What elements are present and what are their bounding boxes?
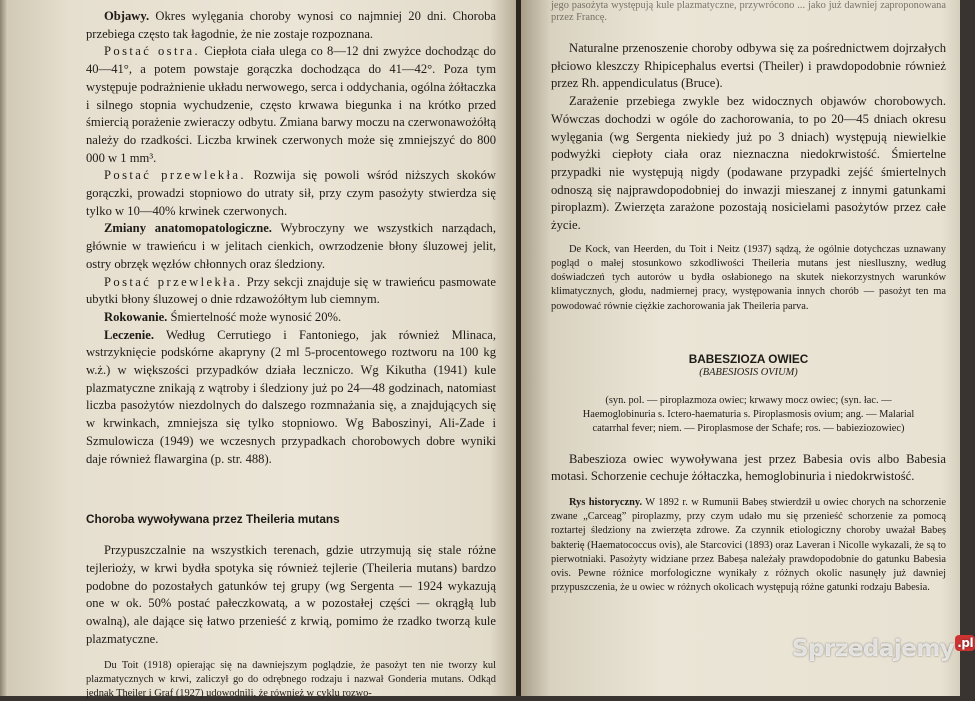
watermark-badge: .pl (955, 635, 975, 651)
postac-przewlekla-paragraph (86, 167, 496, 220)
zmiany-paragraph (86, 220, 496, 273)
right-footnote: De Kock, van Heerden, du Toit i Neitz (1937) sądzą, że ogólnie dotychczas uznawany pogląd o małej stosunkowo szkodliwości Theileria mutans jest nieslluszny, według doświadczeń tych autorów u bydła osłabionego na skutek niekorzystnych warunków klimatycznych, głodu, nadmiernej pracy, występowania innych chorób — pasożyt ten ma powodować równie ciężkie zachorowania jak Theileria parva. (551, 243, 946, 314)
definition-paragraph: Babeszioza owiec wywoływana jest przez Babesia ovis albo Babesia motasi. Schorzenie cechuje żółtaczka, hemoglobinuria i niedokrwistość. (551, 451, 946, 486)
babesiosis-title: BABESZIOZA OWIEC (551, 352, 946, 366)
postac-ostra-text: Ciepłota ciała ulega co 8—12 dni zwyżce dochodząc do 40—41°, a potem powstaje gorączka dochodząca do 41—42°. Poza tym występuje podrażnienie układu nerwowego, serca i oddychania, ogólna żółtaczka i silnego stopnia wychudzenie, często krwawa biegunka i na krótko przed śmiercią porażenie zwieraczy odbytu. Zmiana barwy moczu na czerwonawożółtą należy do rzadkości. Liczba krwinek czerwonych może się zmniejszyć do 800 000 w 1 mm³. (86, 44, 496, 164)
rokowanie-text: Śmiertelność może wynosić 20%. (170, 310, 341, 324)
postac-przewlekla-text: Rozwija się powoli wśród niższych skoków gorączki, prowadzi stopniowo do utraty sił, przy czym pasożyty stwierdza się tylko w 10—40% krwinek czerwonych. (86, 168, 496, 217)
objawy-label: Objawy. (104, 9, 149, 23)
infection-paragraph: Zarażenie przebiega zwykle bez widocznych objawów chorobowych. Wówczas dochodzi w ogóle do zachorowania, to po 20—45 dniach okresu wylęgania (wg Sergenta niekiedy już po 3 dniach) występują niewielkie podwyżki ciepłoty ciała oraz nieznaczna niedokrwistość. Śmiertelne przypadki nie występują nigdy (podawane przypadki zejść śmiertelnych odnoszą się najprawdopodobniej do inwazji mieszanej z innymi gatunkami piroplazm). Zwierzęta zarażone pozostają nosicielami pasożytów przez całe życie. (551, 93, 946, 235)
postac-ostra-paragraph (86, 43, 496, 167)
right-page (521, 0, 960, 696)
history-paragraph (551, 496, 946, 595)
sprzedajemy-watermark (792, 636, 975, 662)
postac-przewlekla-label: Postać przewlekła. (104, 168, 246, 182)
history-text: W 1892 r. w Rumunii Babeș stwierdził u owiec chorych na schorzenie zwane „Carceag” piroplazmy, przy czym udało mu się przenieść schorzenie za pomocą roztartej śledziony na zwierzęta zdrowe. Za czynnik etiologiczny choroby uważał Babeș bakterię (Haematococcus ovis), ale Starcovici (1893) oraz Laveran i Nicolle wykazali, że są to pierwotniaki. Pasożyty widziane przez Babeșa należały prawdopodobnie do gatunku Babesia ovis. Pewne różnice morfologiczne wynikały z różnych okolic nasunęły już dawniej przypuszczenia, że u owiec w różnych okolicach występują różne gatunki rodzaju Babesia. (551, 497, 946, 593)
transmission-paragraph: Naturalne przenoszenie choroby odbywa się za pośrednictwem dojrzałych płciowo kleszczy Rhipicephalus evertsi (Theiler) i prawdopodobnie również przez Rh. appendiculatus (Bruce). (551, 40, 946, 93)
zmiany-label: Zmiany anatomopatologiczne. (104, 221, 272, 235)
synonyms-block: (syn. pol. — piroplazmoza owiec; krwawy mocz owiec; (syn. łac. — Haemoglobinuria s. Ictero-haematuria s. Piroplasmosis ovium; ang. — Malarial catarrhal fever; niem. — Piroplasmose der Schafe; ros. — babieziozowiec) (551, 394, 946, 437)
leczenie-label: Leczenie. (104, 328, 154, 342)
babesiosis-latin-title: (BABESIOSIS OVIUM) (551, 366, 946, 380)
zmiany-text: Wybroczyny we wszystkich narządach, głównie w trawieńcu i w jelitach cienkich, owrzodzenie błony śluzowej jelit, ostry obrzęk węzłów chłonnych oraz śledziony. (86, 221, 496, 270)
history-label: Rys historyczny. (569, 497, 642, 508)
postac-ostra-label: Postać ostra. (104, 44, 200, 58)
objawy-text: Okres wylęgania choroby wynosi co najmniej 20 dni. Choroba przebiega często tak łagodnie, że nie zostaje rozpoznana. (86, 9, 496, 41)
section-heading: Choroba wywoływana przez Theileria mutans (86, 512, 496, 526)
left-footnote: Du Toit (1918) opierając się na dawniejszym poglądzie, że pasożyt ten nie tworzy kul plazmatycznych w krwi, zaliczył go do odrębnego rodzaju i nazwał Gonderia mutans. Odkąd jednak Theiler i Graf (1927) udowodnili, że również w cyklu rozwo- (86, 659, 496, 701)
postac-przewlekla-2-paragraph (86, 274, 496, 309)
objawy-paragraph (86, 8, 496, 43)
left-page-edge (0, 0, 8, 696)
runover-text: jego pasożyta występują kule plazmatyczne, przywrócono ... jako już dawniej zaproponowana przez Francę. (551, 0, 946, 24)
postac-przewlekla-2-label: Postać przewlekła. (104, 275, 243, 289)
postac-przewlekla-2-text: Przy sekcji znajduje się w trawieńcu pasmowate ubytki błony śluzowej o dnie rdzawożółtym lub ciemnym. (86, 275, 496, 307)
section-text: Przypuszczalnie na wszystkich terenach, gdzie utrzymują się stale różne tejlerioży, w krwi bydła spotyka się również tejlerie (Theileria mutans) bardzo podobne do pozostałych gatunków tej grupy (wg Sergenta — 1924 wykazują one w ok. 50% postać pałeczkowatą, a w pozostałej części — okrągłą lub owalną), ale dające się łatwo przenieść z krwią, pomimo że rzadko tworzą kule plazmatyczne. (86, 542, 496, 648)
watermark-text: Sprzedajemy (792, 636, 954, 662)
leczenie-paragraph (86, 327, 496, 469)
leczenie-text: Według Cerrutiego i Fantoniego, jak również Mlinaca, wstrzyknięcie podskórne akapryny (2 ml 5-procentowego roztworu na 100 kg w.ż.) w większości przypadków działa leczniczo. Wg Kikutha (1941) kule plazmatyczne znikają z wątroby i śledziony już po 24—48 godzinach, natomiast liczba pasożytów niezdolnych do dalszego rozmnażania się, a znajdujących się w krwinkach, zmniejsza się tylko stopniowo. Wg Baboszinyi, Ali-Zade i Szmulowicza (1949) we wczesnych przypadkach chorobowych dobre wyniki daje również flawargina (p. str. 488). (86, 328, 496, 466)
rokowanie-paragraph (86, 309, 496, 327)
rokowanie-label: Rokowanie. (104, 310, 167, 324)
